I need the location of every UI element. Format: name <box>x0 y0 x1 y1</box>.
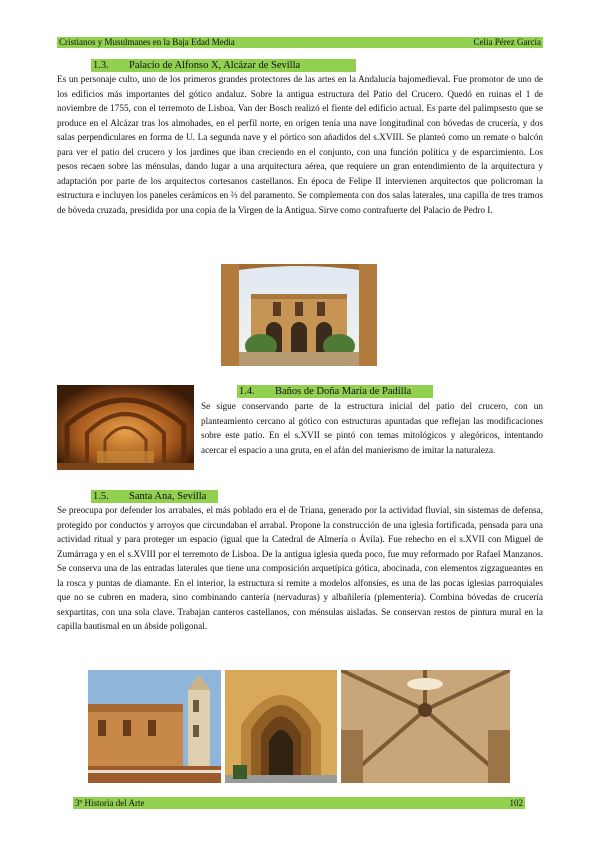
section-number: 1.5. <box>93 491 109 502</box>
section-heading-1-5 <box>91 490 218 503</box>
section-title: Palacio de Alfonso X, Alcázar de Sevilla <box>129 60 301 71</box>
header-author: Celia Pérez García <box>473 37 541 47</box>
photo-santa-ana-vault <box>341 670 510 783</box>
header-course-title: Cristianos y Musulmanes en la Baja Edad Media <box>59 37 235 47</box>
section-title: Baños de Doña María de Padilla <box>275 386 412 397</box>
section-heading-1-4 <box>237 385 433 398</box>
page-number: 102 <box>509 798 523 808</box>
page-footer <box>73 797 525 809</box>
section-number: 1.3. <box>93 60 109 71</box>
photo-santa-ana-portal <box>225 670 337 783</box>
section-title: Santa Ana, Sevilla <box>129 491 207 502</box>
footer-course: 3º Historia del Arte <box>75 798 145 808</box>
section-number: 1.4. <box>239 386 255 397</box>
section-paragraph-1-5: Se preocupa por defender los arrabales, el más poblado era el de Triana, generado por la actividad fluvial, sin sistemas de defensa, protegido por conductos y arroyos que circundaban el arrabal. Propone la construcción de una iglesia fortificada, pensada para una actividad ritual y para proteger un espacio (igual que la Catedral de Almería o Ávila). Fue rehecho en el s.XVII con Miguel de Zumárraga y en el s.XVIII por el terremoto de Lisboa. De la antigua iglesia queda poco, fue muy reformado por Rafael Manzanos. Se conserva una de las entradas laterales que tiene una composición arquetípica gótica, abocinada, con elementos zigzagueantes en la rosca y puntas de diamante. En el interior, la estructura sí remite a modelos alfonsíes, es una de las pocas iglesias parroquiales que no se cubren en madera, sino combinando cantería (nervaduras) y albañilería (plementería). Combina bóvedas de crucería sexpartitas, con una sola clave. Trabajan canteros castellanos, con ménsulas aisladas. Se conservan restos de pintura mural en la capilla bautismal en un ábside poligonal. <box>57 505 543 632</box>
section-paragraph-1-4: Se sigue conservando parte de la estructura inicial del patio del crucero, con un planteamiento cercano al gótico con estructuras apuntadas que reflejan las modificaciones sobre este patio. En el s.XVII se pintó con temas mitológicos y alegóricos, intentando acercar el espacio a una gruta, en el afán del manierismo de imitar la naturaleza. <box>201 401 543 455</box>
photo-santa-ana-exterior <box>88 670 221 783</box>
photo-palacio-alfonso-x <box>221 264 377 366</box>
photo-banos-maria-padilla <box>57 385 194 470</box>
page-header <box>57 37 543 48</box>
section-paragraph-1-3: Es un personaje culto, uno de los primeros grandes protectores de las artes en la Andalucía bajomedieval. Fue promotor de uno de los edificios más importantes del gótico andaluz. Sobre la antigua estructura del Patio del Crucero. Quedó en ruinas el 1 de noviembre de 1755, con el terremoto de Lisboa. Van der Bosch realizó el fiente del edificio actual. Es parte del palimpsesto que se produce en el Alcázar tras los almohades, en el perfil norte, en origen tenía una nave longitudinal con bóvedas de crucería, y dos salas perpendiculares en forma de U. La segunda nave y el pórtico son añadidos del s.XVIII. Se planteó como un remate o balcón para ver el patio del crucero y los jardines que iban creciendo en el conjunto, con una función política y de esparcimiento. Los pesos recaen sobre las ménsulas, dando lugar a una arquitectura aérea, que requiere un gran entendimiento de la arquitectura y adaptación por parte de los arquitectos cortesanos castellanos. En época de Felipe II intervienen arquitectos que policroman la estructura e incluyen los paneles cerámicos en ⅔ del paramento. Se complementa con dos salas laterales, una capilla de tres tramos de bóveda cruzada, presidida por una copia de la Virgen de la Antigua. Sirve como contrafuerte del Palacio de Pedro I. <box>57 74 543 215</box>
section-heading-1-3 <box>91 59 356 72</box>
